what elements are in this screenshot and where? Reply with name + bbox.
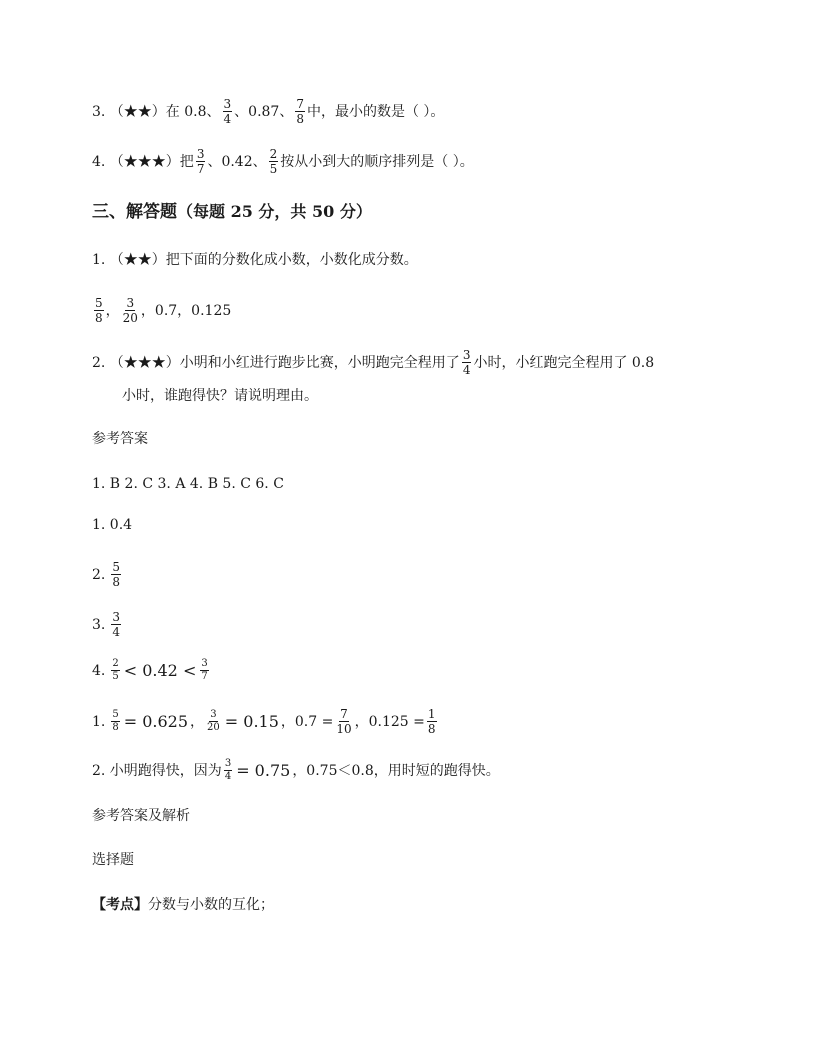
q4-mid: 、0.42、 — [207, 153, 267, 170]
answers-fill-3-prefix: 3. — [92, 616, 106, 633]
section-3-title: 三、解答题 — [92, 202, 177, 222]
answers-solve-2-eq: = 0.75 — [236, 760, 291, 780]
solve-question-1-items — [92, 297, 231, 324]
answers-fill-4-prefix: 4. — [92, 662, 106, 679]
answers-solve-1-fraction-2: $\frac{3}{20}$ — [207, 709, 220, 733]
answers-solve-1-mid2: ，0.125 = — [354, 713, 425, 730]
section-3-heading — [92, 202, 372, 222]
section-3-note: （每题 25 分，共 50 分） — [177, 202, 372, 221]
answers-solve-2-prefix: 2. 小明跑得快，因为 — [92, 762, 222, 779]
solve-q1-sep: ， — [105, 302, 120, 319]
solve-question-2 — [92, 349, 654, 376]
solve-q1-rest: ，0.7，0.125 — [140, 302, 232, 319]
solve-q1-fraction-1: $\frac{5}{8}$ — [95, 296, 103, 325]
solve-q2-fraction: $\frac{3}{4}$ — [462, 348, 471, 377]
answers-solve-1-fraction-4: $\frac{1}{8}$ — [427, 707, 436, 736]
analysis-subtitle — [92, 850, 134, 870]
analysis-subtitle-text: 选择题 — [92, 852, 134, 868]
solve-q2-line2: 小时，谁跑得快？请说明理由。 — [122, 388, 318, 404]
answers-fill-3 — [92, 611, 123, 638]
answers-fill-2 — [92, 561, 123, 588]
answers-fill-1-text: 1. 0.4 — [92, 517, 133, 533]
answers-fill-1 — [92, 515, 132, 535]
solve-q2-suffix: 小时，小红跑完全程用了 0.8 — [473, 354, 655, 371]
answers-title-text: 参考答案 — [92, 431, 148, 447]
answers-solve-1-fraction-1: $\frac{5}{8}$ — [112, 709, 119, 733]
analysis-title-text: 参考答案及解析 — [92, 808, 190, 824]
answers-solve-1-fraction-3: $\frac{7}{10}$ — [336, 707, 352, 736]
answers-solve-2-fraction: $\frac{3}{4}$ — [224, 758, 232, 782]
q3-fraction-2: $\frac{7}{8}$ — [296, 97, 304, 126]
fill-question-4 — [92, 148, 474, 175]
q3-prefix: 3. （★★）在 0.8、 — [92, 103, 221, 120]
kaodian-text: 分数与小数的互化； — [148, 897, 274, 913]
answers-fill-2-fraction: $\frac{5}{8}$ — [112, 560, 120, 589]
kaodian-label: 【考点】 — [92, 897, 148, 913]
q4-fraction-1: $\frac{3}{7}$ — [196, 147, 205, 176]
analysis-title — [92, 806, 190, 826]
q3-suffix: 中，最小的数是（ ）。 — [306, 103, 445, 120]
solve-question-2-line-2 — [122, 386, 318, 406]
q3-mid: 、0.87、 — [234, 103, 294, 120]
solve-q1-text: 1. （★★）把下面的分数化成小数，小数化成分数。 — [92, 252, 418, 268]
answers-solve-1-mid: ，0.7 = — [280, 713, 334, 730]
answers-solve-2 — [92, 759, 500, 782]
q4-fraction-2: $\frac{2}{5}$ — [269, 147, 278, 176]
answers-solve-1-eq2: = 0.15 — [224, 711, 279, 731]
answers-solve-2-suffix: ，0.75＜0.8，用时短的跑得快。 — [292, 762, 500, 779]
answers-choice — [92, 474, 284, 494]
answers-fill-4-fraction-2: $\frac{3}{7}$ — [201, 658, 208, 682]
q4-suffix: 按从小到大的顺序排列是（ ）。 — [280, 153, 474, 170]
answers-fill-4-mid: < 0.42 < — [123, 660, 197, 680]
fill-question-3 — [92, 98, 444, 125]
answers-solve-1-prefix: 1. — [92, 713, 106, 730]
answers-solve-1-eq1: = 0.625 — [123, 711, 189, 731]
answers-fill-3-fraction: $\frac{3}{4}$ — [112, 610, 120, 639]
answers-title — [92, 429, 148, 449]
solve-question-1 — [92, 250, 418, 270]
q4-prefix: 4. （★★★）把 — [92, 153, 194, 170]
solve-q1-fraction-2: $\frac{3}{20}$ — [122, 296, 138, 325]
answers-choice-text: 1. B 2. C 3. A 4. B 5. C 6. C — [92, 476, 284, 492]
answers-fill-2-prefix: 2. — [92, 566, 106, 583]
q3-fraction-1: $\frac{3}{4}$ — [223, 97, 232, 126]
answers-solve-1 — [92, 708, 439, 735]
answers-fill-4-fraction-1: $\frac{2}{5}$ — [112, 658, 119, 682]
answers-solve-1-sep1: ， — [190, 713, 205, 730]
analysis-kaodian — [92, 895, 274, 915]
answers-fill-4 — [92, 659, 211, 682]
solve-q2-prefix: 2. （★★★）小明和小红进行跑步比赛，小明跑完全程用了 — [92, 354, 460, 371]
